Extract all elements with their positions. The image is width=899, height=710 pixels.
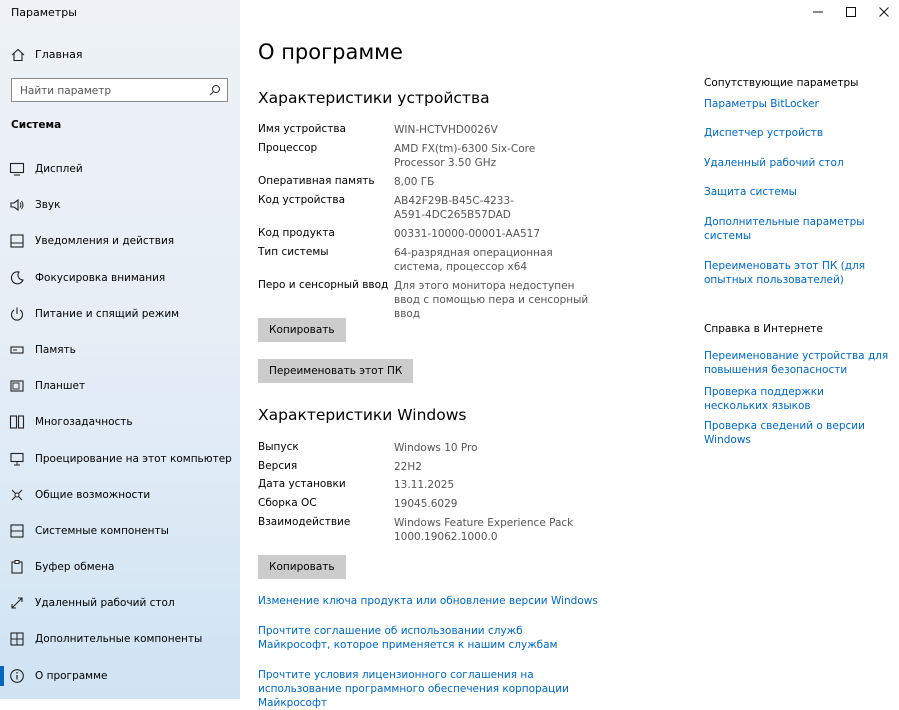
spec-value: 13.11.2025: [394, 479, 455, 491]
sidebar-item-clipboard[interactable]: [0, 548, 240, 584]
rename-pc-button[interactable]: Переименовать этот ПК: [258, 359, 413, 383]
spec-label: Перо и сенсорный ввод: [258, 279, 389, 291]
system-protection-link[interactable]: Защита системы: [704, 186, 797, 198]
sidebar-nav: [0, 150, 240, 693]
sidebar-item-projecting[interactable]: [0, 440, 240, 476]
minimize-button[interactable]: [803, 0, 833, 24]
focus-moon-icon: [9, 270, 25, 286]
services-agreement-link[interactable]: Прочтите соглашение об использовании служб Майкрософт, которое применяется к нашим службам: [258, 625, 558, 651]
window-title: Параметры: [11, 6, 77, 19]
check-language-support-link[interactable]: Проверка поддержки нескольких языков: [704, 386, 824, 412]
spec-label: Взаимодействие: [258, 516, 351, 528]
sidebar-item-notifications[interactable]: [0, 222, 240, 258]
storage-icon: [9, 342, 25, 358]
maximize-icon: [836, 0, 866, 24]
system-components-icon: [9, 523, 25, 539]
sidebar-item-label: Общие возможности: [35, 488, 151, 501]
rename-pc-advanced-link[interactable]: Переименовать этот ПК (для опытных пользователей): [704, 260, 866, 286]
sidebar-item-about[interactable]: [0, 657, 240, 693]
spec-value: 8,00 ГБ: [394, 176, 435, 188]
change-product-key-link[interactable]: Изменение ключа продукта или обновление версии Windows: [258, 595, 598, 607]
copy-windows-specs-button[interactable]: Копировать: [258, 555, 346, 579]
spec-label: Оперативная память: [258, 175, 375, 187]
clipboard-icon: [9, 559, 25, 575]
remote-desktop-icon: [9, 595, 25, 611]
sidebar-item-label: Проецирование на этот компьютер: [35, 452, 232, 465]
sidebar-home[interactable]: [0, 44, 240, 66]
sidebar-section-label: Система: [11, 119, 62, 131]
online-help-heading: Справка в Интернете: [704, 323, 823, 335]
sidebar-item-label: Память: [35, 343, 76, 356]
windows-specs-heading: Характеристики Windows: [258, 406, 467, 424]
sidebar-item-storage[interactable]: [0, 331, 240, 367]
related-settings-heading: Сопутствующие параметры: [704, 77, 859, 89]
sidebar-item-sound[interactable]: [0, 186, 240, 222]
spec-label: Дата установки: [258, 478, 346, 490]
sidebar-item-multitasking[interactable]: [0, 403, 240, 439]
speaker-icon: [9, 197, 25, 213]
sidebar-item-label: О программе: [35, 669, 108, 682]
close-button[interactable]: [869, 0, 899, 24]
display-icon: [9, 161, 25, 177]
spec-label: Версия: [258, 460, 298, 472]
spec-label: Сборка ОС: [258, 497, 317, 509]
spec-value: 19045.6029: [394, 498, 458, 510]
sidebar-item-label: Фокусировка внимания: [35, 271, 166, 284]
spec-label: Имя устройства: [258, 123, 346, 135]
sidebar-home-label: Главная: [35, 48, 83, 61]
sidebar-item-label: Дисплей: [35, 163, 83, 175]
device-manager-link[interactable]: Диспетчер устройств: [704, 127, 824, 139]
sidebar-item-label: Удаленный рабочий стол: [35, 597, 175, 610]
sidebar: [0, 0, 240, 699]
sidebar-item-optional-features[interactable]: [0, 620, 240, 656]
sidebar-item-remote-desktop[interactable]: [0, 584, 240, 620]
spec-label: Код устройства: [258, 194, 346, 206]
minimize-icon: [803, 0, 833, 24]
sidebar-item-shared-experiences[interactable]: [0, 476, 240, 512]
active-indicator: [0, 666, 4, 686]
spec-value: 64-разрядная операционная система, процессор x64: [394, 247, 553, 273]
projecting-icon: [9, 451, 25, 467]
spec-label: Процессор: [258, 142, 318, 154]
sidebar-item-label: Питание и спящий режим: [35, 307, 180, 320]
advanced-system-settings-link[interactable]: Дополнительные параметры системы: [704, 216, 865, 242]
spec-value: WIN-HCTVHD0026V: [394, 124, 498, 136]
sidebar-item-system-components[interactable]: [0, 512, 240, 548]
sidebar-item-label: Планшет: [35, 380, 86, 393]
check-windows-version-link[interactable]: Проверка сведений о версии Windows: [704, 420, 865, 446]
sidebar-item-power[interactable]: [0, 295, 240, 331]
sidebar-item-tablet[interactable]: [0, 367, 240, 403]
spec-label: Выпуск: [258, 441, 299, 453]
spec-label: Код продукта: [258, 227, 335, 239]
sidebar-item-display[interactable]: [0, 150, 240, 186]
copy-device-specs-button[interactable]: Копировать: [258, 318, 346, 342]
spec-value: Для этого монитора недоступен ввод с помощью пера и сенсорный ввод: [394, 280, 589, 320]
sidebar-item-label: Многозадачность: [35, 416, 133, 429]
search-box[interactable]: [11, 78, 228, 102]
page-title: О программе: [258, 40, 403, 64]
optional-features-icon: [9, 631, 25, 647]
close-icon: [869, 0, 899, 24]
search-input[interactable]: [12, 80, 202, 102]
search-icon[interactable]: [209, 84, 221, 96]
tablet-icon: [9, 378, 25, 394]
sidebar-item-focus[interactable]: [0, 259, 240, 295]
power-icon: [9, 306, 25, 322]
spec-value: Windows Feature Experience Pack 1000.19062.1000.0: [394, 517, 574, 543]
sidebar-item-label: Буфер обмена: [35, 561, 115, 574]
shared-experiences-icon: [9, 487, 25, 503]
spec-value: Windows 10 Pro: [394, 442, 478, 454]
info-icon: [9, 668, 25, 684]
sidebar-item-label: Системные компоненты: [35, 524, 169, 537]
multitasking-icon: [9, 414, 25, 430]
remote-desktop-link[interactable]: Удаленный рабочий стол: [704, 157, 844, 169]
sidebar-item-label: Звук: [35, 199, 61, 212]
bitlocker-settings-link[interactable]: Параметры BitLocker: [704, 98, 819, 110]
notifications-icon: [9, 233, 25, 249]
home-icon: [10, 47, 26, 63]
license-terms-link[interactable]: Прочтите условия лицензионного соглашения на использование программного обеспечения корпорации Майкрософт: [258, 669, 569, 709]
spec-value: AB42F29B-B45C-4233-A591-4DC265B57DAD: [394, 195, 514, 221]
sidebar-item-label: Уведомления и действия: [35, 235, 175, 248]
spec-value: 22H2: [394, 461, 422, 473]
maximize-button[interactable]: [836, 0, 866, 24]
sidebar-item-label: Дополнительные компоненты: [35, 633, 203, 646]
device-specs-heading: Характеристики устройства: [258, 89, 490, 107]
rename-for-security-link[interactable]: Переименование устройства для повышения безопасности: [704, 350, 889, 376]
spec-value: 00331-10000-00001-AA517: [394, 228, 541, 240]
spec-value: AMD FX(tm)-6300 Six-Core Processor 3.50 GHz: [394, 143, 536, 169]
spec-label: Тип системы: [258, 246, 329, 258]
